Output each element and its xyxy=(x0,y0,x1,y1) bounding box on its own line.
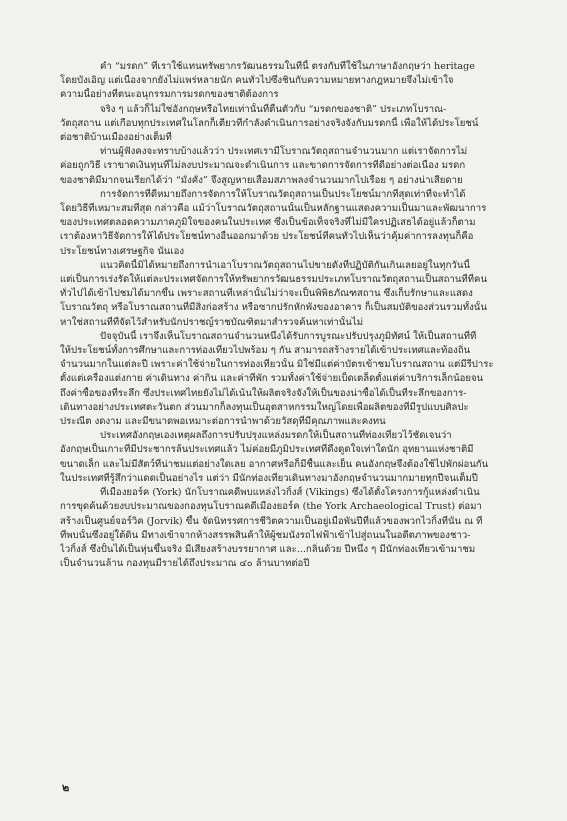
paragraph xyxy=(60,486,546,571)
text-line: ต่อชาติบ้านเมืองอย่างเต็มที่ xyxy=(60,132,172,144)
text-line: สร้างเป็นศูนย์จอร์วิค (Jorvik) ขึ้น จัดนิทรรศการชีวิตความเป็นอยู่เมื่อพันปีที่แล้วของพวกไวกิ้งที่นั่น ณ ที่ xyxy=(60,515,483,527)
text-line: ในประเทศที่รู้สึกว่าแดดเป็นอย่างไร แต่ว่า มีนักท่องเที่ยวเดินทางมาอังกฤษจำนวนมากมายทุกปีจนเต็มปี xyxy=(60,472,478,484)
text-line: อังกฤษเป็นเกาะที่มีประชากรล้นประเทศแล้ว ไม่ค่อยมีภูมิประเทศที่ดึงดูดใจเท่าใดนัก อุทยานแห่งชาติมี xyxy=(60,444,474,456)
text-line: ประเทศอังกฤษเองเหตุผลถึงการปรับปรุงแหล่งมรดกให้เป็นสถานที่ท่องเที่ยวไว้ชัดเจนว่า xyxy=(100,430,452,442)
text-line: ค่อยถูกวิธี เราขาดเงินทุนที่ไม่ลงบประมาณจะดำเนินการ และขาดการจัดการที่ดีอย่างต่อเนื่อง มรดก xyxy=(60,160,466,172)
text-line: หาใช่สถานที่ที่จัดไว้สำหรับนักปราชญ์ราชบัณฑิตมาสำรวจค้นหาเท่านั้นไม่ xyxy=(60,316,364,328)
text-line: ที่เมืองยอร์ค (York) นักโบราณคดีพบแหล่งไวกิ้งส์ (Vikings) ซึ่งได้ตั้งโครงการกู้แหล่งดำเนิน xyxy=(100,487,480,499)
text-line: การจัดการที่ดีหมายถึงการจัดการให้โบราณวัตถุสถานเป็นประโยชน์มากที่สุดเท่าที่จะทำได้ xyxy=(100,188,466,200)
text-line: โบราณวัตถุ หรือโบราณสถานที่มีสิ่งก่อสร้าง หรือซากปรักหักพังของอาคาร ก็เป็นสมบัติของส่วนรวมทั้งนั้น xyxy=(60,302,487,314)
paragraph xyxy=(60,103,546,146)
paragraph xyxy=(60,429,546,486)
text-line: โดยบังเอิญ แต่เนื่องจากยังไม่แพร่หลายนัก คนทั่วไปซึ่งชินกับความหมายทางกฎหมายจึงไม่เข้าใจ xyxy=(60,75,454,87)
paragraph xyxy=(60,60,546,103)
text-line: ทั่วไปได้เข้าไปชมได้มากขึ้น เพราะสถานที่เหล่านั้นไม่ว่าจะเป็นพิพิธภัณฑสถาน ซึ่งเก็บรักษาและแสดง xyxy=(60,288,473,300)
text-line: แต่เป็นการเร่งรัดให้แต่ละประเทศจัดการให้ทรัพยากรวัฒนธรรมประเภทโบราณวัตถุสถานเป็นสถานที่ที่คน xyxy=(60,274,488,286)
text-line: คำ “มรดก” ที่เราใช้แทนทรัพยากรวัฒนธรรมในที่นี้ ตรงกับที่ใช้ในภาษาอังกฤษว่า heritage xyxy=(100,61,475,72)
text-line: ปัจจุบันนี้ เราจึงเห็นโบราณสถานจำนวนหนึ่งได้รับการบูรณะปรับปรุงภูมิทัศน์ ให้เป็นสถานที่ที่ xyxy=(100,330,477,342)
text-line: แนวคิดนี้มิได้หมายถึงการนำเอาโบราณวัตถุสถานไปขายดังที่ปฏิบัติกันเกินเลยอยู่ในทุกวันนี้ xyxy=(100,259,470,271)
text-line: จำนวนมากในแต่ละปี เพราะค่าใช้จ่ายในการท่องเที่ยวนั้น มิใช่มีแต่ค่าบัตรเข้าชมโบราณสถาน แต่มีรีปาระ xyxy=(60,359,494,371)
text-line: โดยวิธีที่เหมาะสมที่สุด กล่าวคือ แม้ว่าโบราณวัตถุสถานนั้นเป็นหลักฐานแสดงความเป็นมาและพัฒนาการ xyxy=(60,203,487,215)
text-line: ตั้งแต่เครื่องแต่งกาย ค่าเดินทาง ค่ากิน และค่าที่พัก รวมทั้งค่าใช้จ่ายเบ็ดเตล็ดตั้งแต่ค่าบริการเล็กน้อยจน xyxy=(60,373,484,385)
text-line: วัตถุสถาน แต่เกือบทุกประเทศในโลกก็เตียวที่กำลังดำเนินการอย่างจริงจังกับมรดกนี้ เพื่อให้ได้ประโยชน์ xyxy=(60,117,479,129)
text-line: ของชาติมีมากจนเรียกได้ว่า “มั่งคั่ง” จึงสูญหายเสื่อมสภาพลงจำนวนมากไปเรื่อย ๆ อย่างน่าเสียดาย xyxy=(60,174,463,186)
paragraph xyxy=(60,259,546,330)
body-text xyxy=(60,60,546,571)
text-line: ของประเทศตลอดความภาคภูมิใจของคนในประเทศ ซึ่งเป็นข้อเท็จจริงที่ไม่มีใครปฏิเสธได้อยู่แล้วก็ตาม xyxy=(60,217,476,229)
text-line: ถึงค่าซื้อของที่ระลึก ซึ่งประเทศไทยยังไม่ได้เน้นให้ผลิตจริงจังให้เป็นของน่าซื้อได้เป็นที่ระลึกของการ- xyxy=(60,387,467,399)
text-line: เดินทางอย่างประเทศตะวันตก ส่วนมากก็ลงทุนเป็นอุตสาหกรรมใหญ่โดยเพื่อผลิตของที่มีรูปแบบศิลปะ xyxy=(60,401,469,413)
text-line: ให้ประโยชน์ทั้งการศึกษาและการท่องเที่ยวไปพร้อม ๆ กัน สามารถสร้างรายได้เข้าประเทศและท้องถิ่น xyxy=(60,345,471,357)
text-line: ขนาดเล็ก และไม่มีสัตว์ที่น่าชมแต่อย่างใดเลย อากาศหรือก็มีชื้นและเย็น คนอังกฤษจึงต้องใช้ไปพักผ่อนกัน xyxy=(60,458,489,470)
page-number: ๒ xyxy=(62,781,70,794)
text-line: เป็นจำนวนล้าน กองทุนมีรายได้ถึงประมาณ ๔๐ ล้านบาทต่อปี xyxy=(60,558,310,570)
text-line: จริง ๆ แล้วก็ไม่ใช่อังกฤษหรือไทยเท่านั้นที่ตื่นตัวกับ “มรดกของชาติ” ประเภทโบราณ- xyxy=(100,103,447,115)
paragraph xyxy=(60,330,546,429)
text-line: ความนี้อย่างที่ตนะอนุกรรมการมรดกของชาติต้องการ xyxy=(60,89,279,101)
text-line: ประโยชน์ทางเศรษฐกิจ นั่นเอง xyxy=(60,245,185,257)
text-line: ที่พบนั้นซึ่งอยู่ใต้ดิน มีทางเข้าจากห้างสรรพสินค้าให้ผู้ชมนั่งรถไฟฟ้าเข้าไปสู่ถนนในอดีตภาพของชาว- xyxy=(60,529,471,541)
paragraph xyxy=(60,188,546,259)
text-line: ไวกิ้งส์ ซึ่งปั้นได้เป็นหุ่นขึ้นจริง มีเสียงสร้างบรรยากาศ และ...กลิ่นด้วย ปีหนึ่ง ๆ มีนักท่องเที่ยวเข้ามาชม xyxy=(60,543,476,555)
paragraph xyxy=(60,145,546,188)
text-line: ท่านผู้ฟังคงจะทราบบ้างแล้วว่า ประเทศเรามีโบราณวัตถุสถานจำนวนมาก แต่เราจัดการไม่ xyxy=(100,146,468,158)
text-line: ประณีต งดงาม และมีขนาดพอเหมาะต่อการนำพาด้วยวัสดุที่มีคุณภาพและคงทน xyxy=(60,416,386,428)
text-line: เราต้องหาวิธีจัดการให้ได้ประโยชน์ทางอื่นออกมาด้วย ประโยชน์ที่คนทั่วไปเห็นว่าคุ้มค่าการลงทุนก็คือ xyxy=(60,231,474,243)
text-line: การขุดค้นด้วยงบประมาณของกองทุนโบราณคดีเมืองยอร์ค (the York Archaeological Trust) ต่อมา xyxy=(60,501,482,513)
